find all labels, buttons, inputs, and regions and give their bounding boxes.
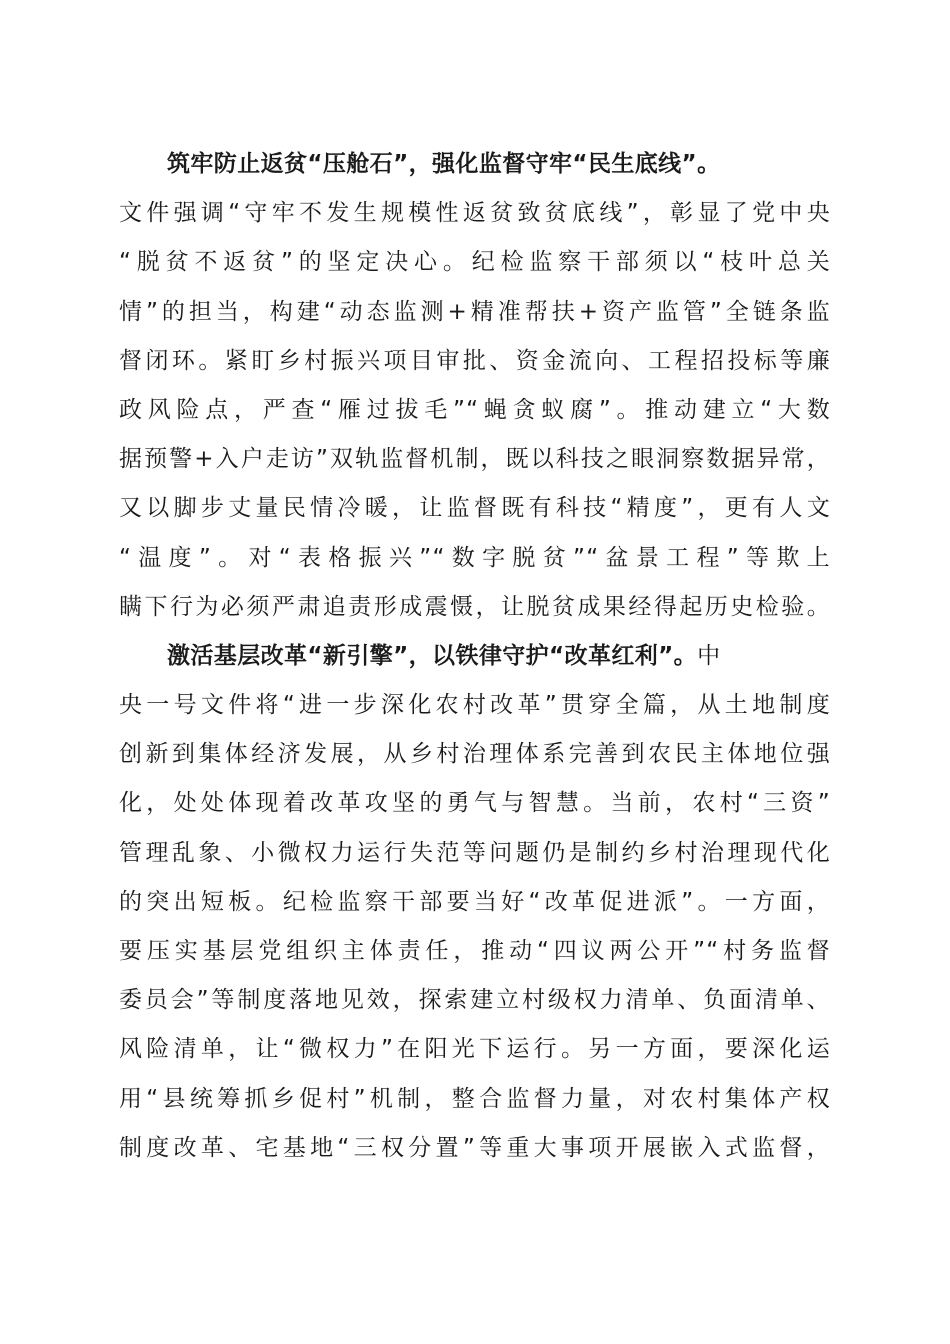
paragraph-1-line-3: 情”的担当，构建“动态监测+精准帮扶+资产监管”全链条监 — [119, 298, 831, 325]
article-body — [119, 140, 831, 1173]
paragraph-1-heading-line — [119, 140, 831, 189]
paragraph-1-line-1: 文件强调“守牢不发生规模性返贫致贫底线”，彰显了党中央 — [119, 200, 831, 227]
paragraph-1-line-7: 又以脚步丈量民情冷暖，让监督既有科技“精度”，更有人文 — [119, 495, 831, 522]
paragraph-2-line-9: 用“县统筹抓乡促村”机制，整合监督力量，对农村集体产权 — [119, 1085, 831, 1112]
paragraph-1-line-6: 据预警+入户走访”双轨监督机制，既以科技之眼洞察数据异常， — [119, 446, 831, 473]
paragraph-1-line-2: “脱贫不返贫”的坚定决心。纪检监察干部须以“枝叶总关 — [119, 249, 831, 276]
paragraph-2-line-4: 管理乱象、小微权力运行失范等问题仍是制约乡村治理现代化 — [119, 839, 831, 866]
paragraph-1-line-9: 瞒下行为必须严肃追责形成震慑，让脱贫成果经得起历史检验。 — [119, 593, 831, 620]
paragraph-2-line-1: 央一号文件将“进一步深化农村改革”贯穿全篇，从土地制度 — [119, 692, 831, 719]
paragraph-2-line-7: 委员会”等制度落地见效，探索建立村级权力清单、负面清单、 — [119, 987, 831, 1014]
paragraph-2-line-6: 要压实基层党组织主体责任，推动“四议两公开”“村务监督 — [119, 938, 831, 964]
paragraph-2-heading: 激活基层改革“新引擎”，以铁律守护“改革红利”。 — [167, 642, 698, 669]
paragraph-1-heading: 筑牢防止返贫“压舱石”，强化监督守牢“民生底线”。 — [167, 151, 721, 177]
paragraph-2-line-2: 创新到集体经济发展，从乡村治理体系完善到农民主体地位强 — [119, 741, 831, 768]
paragraph-1-line-8: “温度”。对“表格振兴”“数字脱贫”“盆景工程”等欺上 — [119, 544, 831, 571]
paragraph-2-line-10: 制度改革、宅基地“三权分置”等重大事项开展嵌入式监督， — [119, 1134, 831, 1161]
paragraph-1-line-4: 督闭环。紧盯乡村振兴项目审批、资金流向、工程招投标等廉 — [119, 347, 831, 374]
paragraph-1-line-5: 政风险点，严查“雁过拔毛”“蝇贪蚁腐”。推动建立“大数 — [119, 396, 831, 423]
paragraph-2-line-8: 风险清单，让“微权力”在阳光下运行。另一方面，要深化运 — [119, 1036, 831, 1063]
paragraph-2-heading-line — [119, 632, 831, 681]
paragraph-2-line-3: 化，处处体现着改革攻坚的勇气与智慧。当前，农村“三资” — [119, 790, 831, 817]
paragraph-2-line-5: 的突出短板。纪检监察干部要当好“改革促进派”。一方面， — [119, 888, 831, 915]
paragraph-2-heading-tail: 中 — [697, 642, 722, 669]
